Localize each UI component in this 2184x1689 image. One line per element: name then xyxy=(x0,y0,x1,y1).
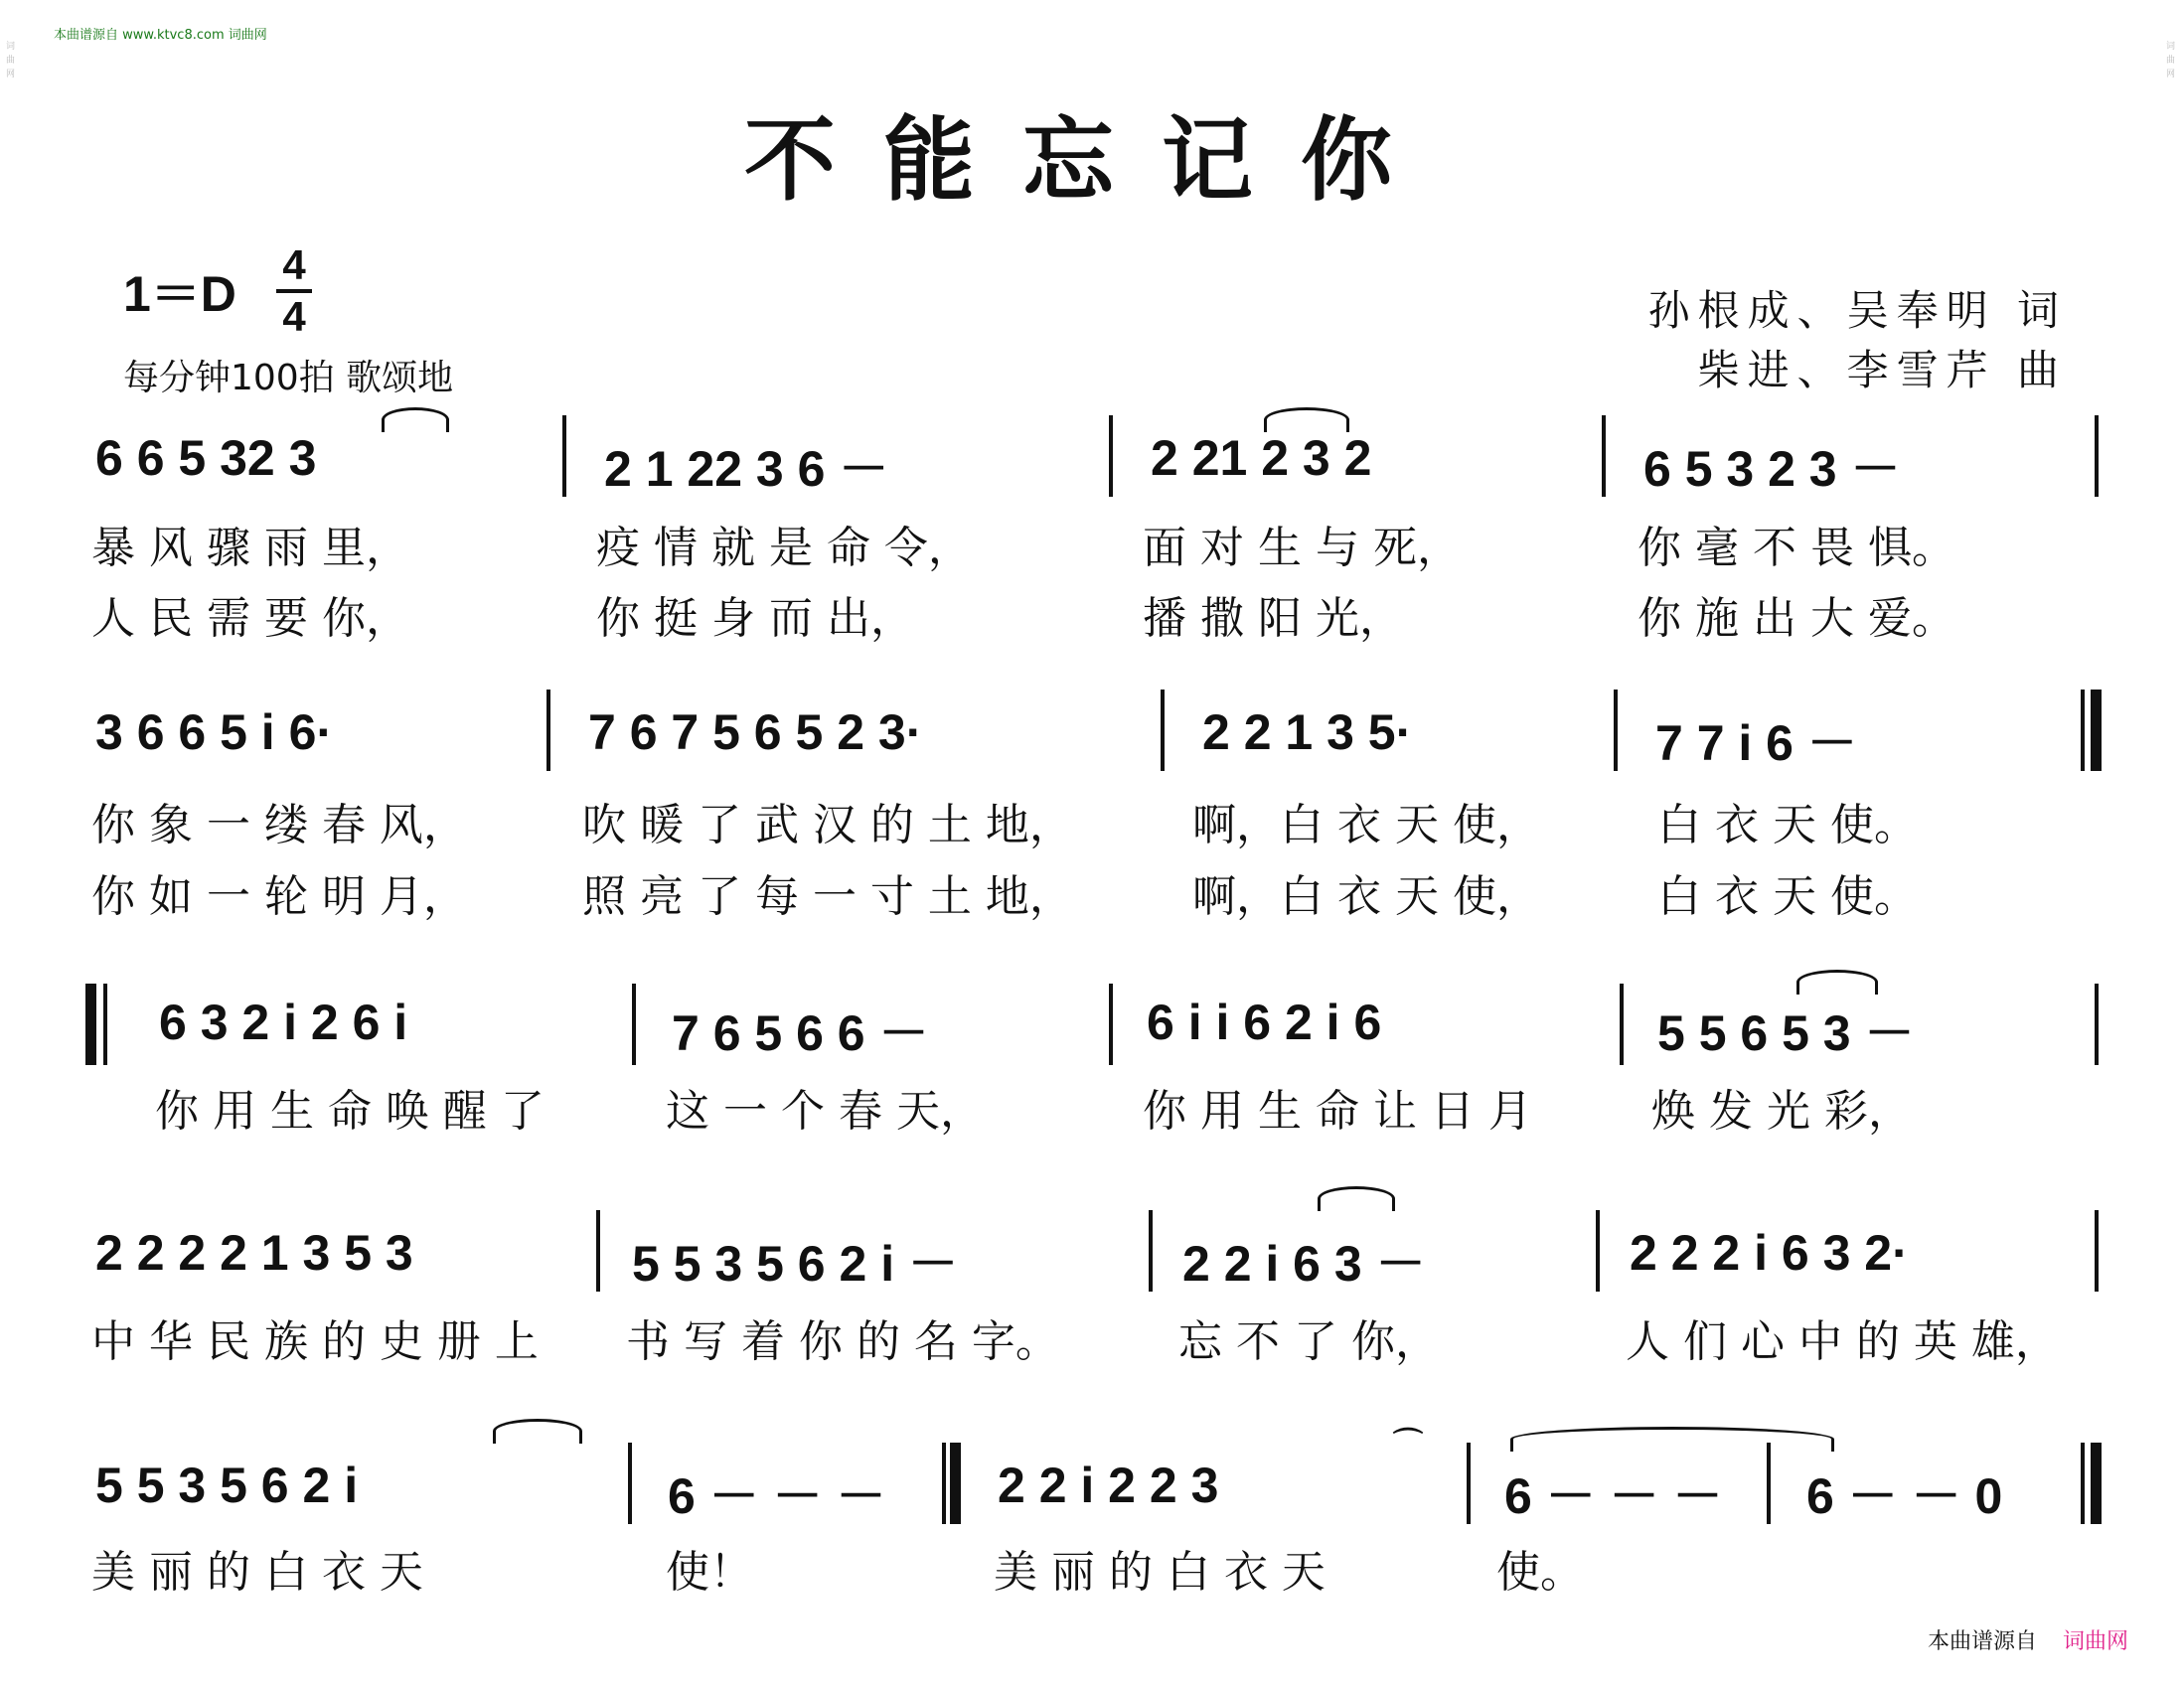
slur xyxy=(1264,407,1349,432)
bar-line xyxy=(2095,984,2099,1065)
source-credit-top xyxy=(54,24,267,43)
bar-line xyxy=(1149,1210,1153,1292)
lyric-measure: 使！ xyxy=(666,1547,753,1598)
key-signature: 1＝D xyxy=(123,266,236,322)
lyric-measure: 这 一 个 春 天， xyxy=(666,1086,984,1137)
bar-line xyxy=(1602,415,1606,497)
repeat-end-barline xyxy=(2091,690,2102,771)
lyric-measure: 播 撒 阳 光， xyxy=(1143,593,1403,644)
lyric-measure: 人 民 需 要 你， xyxy=(91,593,409,644)
lyric-measure: 你 毫 不 畏 惧。 xyxy=(1638,523,1955,573)
bar-line xyxy=(628,1443,632,1524)
measure-notes: 2 2 i 2 2 3 xyxy=(998,1458,1219,1513)
tie xyxy=(1510,1427,1834,1452)
lyric-measure: 白 衣 天 使。 xyxy=(1657,871,1918,922)
bar-line xyxy=(1596,1210,1600,1292)
bar-line xyxy=(632,984,636,1065)
bar-line xyxy=(1620,984,1624,1065)
slur xyxy=(1796,970,1878,995)
footer-source-prefix: 本曲谱源自 xyxy=(1927,1629,2037,1654)
measure-notes: 6 i i 6 2 i 6 xyxy=(1147,995,1382,1050)
bar-line xyxy=(1614,690,1618,771)
measure-notes: 5 5 3 5 6 2 i － xyxy=(632,1236,958,1292)
slur xyxy=(493,1419,582,1444)
measure-notes: 2 2 1 3 5· xyxy=(1202,704,1413,760)
bar-line xyxy=(942,1443,946,1524)
lyric-measure: 焕 发 光 彩， xyxy=(1651,1086,1912,1137)
source-site: 词曲网 xyxy=(228,28,267,43)
lyric-measure: 啊，白 衣 天 使， xyxy=(1192,871,1540,922)
lyric-measure: 使。 xyxy=(1496,1547,1584,1598)
bar-line xyxy=(2081,1443,2085,1524)
measure-notes: 6 3 2 i 2 6 i xyxy=(159,995,408,1050)
lyric-measure: 中 华 民 族 的 史 册 上 xyxy=(91,1316,539,1367)
measure-notes: 7 7 i 6 － xyxy=(1655,715,1857,771)
measure-notes: 6 － － － xyxy=(1504,1468,1723,1524)
bar-line xyxy=(2095,415,2099,497)
measure-notes: 6 6 5 32 3 xyxy=(95,430,317,486)
lyric-measure: 你 用 生 命 唤 醒 了 xyxy=(155,1086,545,1137)
source-prefix: 本曲谱源自 xyxy=(54,28,119,43)
lyric-measure: 你 施 出 大 爱。 xyxy=(1638,593,1955,644)
bar-line xyxy=(1767,1443,1771,1524)
lyric-measure: 疫 情 就 是 命 令， xyxy=(596,523,972,573)
measure-notes: 6 － － － xyxy=(668,1468,886,1524)
lyric-measure: 白 衣 天 使。 xyxy=(1657,800,1918,850)
lyricist-credit: 孙根成、吴奉明 词 xyxy=(1647,286,2067,335)
lyric-measure: 照 亮 了 每 一 寸 土 地， xyxy=(582,871,1073,922)
lyric-measure: 你 用 生 命 让 日 月 xyxy=(1143,1086,1532,1137)
bar-line xyxy=(546,690,550,771)
slur xyxy=(1318,1186,1395,1211)
bar-line xyxy=(103,984,107,1065)
bar-line xyxy=(1467,1443,1471,1524)
side-watermark-left: 词曲网 xyxy=(6,42,16,79)
lyric-measure: 面 对 生 与 死， xyxy=(1143,523,1461,573)
bar-line xyxy=(1161,690,1165,771)
lyric-measure: 暴 风 骤 雨 里， xyxy=(91,523,409,573)
measure-notes: 3 6 6 5 i 6· xyxy=(95,704,334,760)
footer-source-site[interactable]: 词曲网 xyxy=(2062,1629,2128,1654)
bar-line xyxy=(2095,1210,2099,1292)
lyric-measure: 忘 不 了 你， xyxy=(1178,1316,1439,1367)
bar-line xyxy=(1109,415,1113,497)
lyric-measure: 美 丽 的 白 衣 天 xyxy=(91,1547,423,1598)
measure-notes: 2 21 2 3 2 xyxy=(1151,430,1372,486)
measure-notes: 2 1 22 3 6 － xyxy=(604,441,889,497)
tempo-marking: 每分钟100拍 歌颂地 xyxy=(123,358,454,398)
composer-credit: 柴进、李雪芹 曲 xyxy=(1697,346,2067,394)
source-url[interactable]: www.ktvc8.com xyxy=(122,28,225,43)
bar-line xyxy=(562,415,566,497)
lyric-measure: 书 写 着 你 的 名 字。 xyxy=(626,1316,1059,1367)
slur xyxy=(382,407,449,432)
lyric-measure: 吹 暖 了 武 汉 的 土 地， xyxy=(582,800,1073,850)
bar-line xyxy=(2081,690,2085,771)
time-signature xyxy=(274,241,314,340)
repeat-end-barline xyxy=(950,1443,961,1524)
measure-notes: 7 6 5 6 6 － xyxy=(672,1005,929,1061)
bar-line xyxy=(596,1210,600,1292)
song-title: 不能忘记你 xyxy=(743,106,1440,214)
lyric-measure: 啊，白 衣 天 使， xyxy=(1192,800,1540,850)
final-barline xyxy=(2091,1443,2102,1524)
lyric-measure: 你 象 一 缕 春 风， xyxy=(91,800,467,850)
measure-notes: 2 2 2 2 1 3 5 3 xyxy=(95,1225,413,1281)
lyric-measure: 美 丽 的 白 衣 天 xyxy=(994,1547,1326,1598)
lyric-measure: 你 如 一 轮 明 月， xyxy=(91,871,467,922)
lyric-measure: 人 们 心 中 的 英 雄， xyxy=(1626,1316,2059,1367)
lyric-measure: 你 挺 身 而 出， xyxy=(596,593,914,644)
side-watermark-right: 词曲网 xyxy=(2166,42,2176,79)
fermata-icon: ⌒ xyxy=(1393,1427,1423,1461)
repeat-start-barline xyxy=(85,984,96,1065)
measure-notes: 7 6 7 5 6 5 2 3· xyxy=(588,704,923,760)
measure-notes: 6 5 3 2 3 － xyxy=(1643,441,1901,497)
measure-notes: 5 5 6 5 3 － xyxy=(1657,1005,1915,1061)
measure-notes: 2 2 2 i 6 3 2· xyxy=(1630,1225,1909,1281)
measure-notes: 6 － － 0 xyxy=(1806,1468,2003,1524)
time-signature-top: 4 xyxy=(282,241,306,288)
time-signature-bottom: 4 xyxy=(282,293,306,340)
measure-notes: 2 2 i 6 3 － xyxy=(1182,1236,1426,1292)
bar-line xyxy=(1109,984,1113,1065)
measure-notes: 5 5 3 5 6 2 i xyxy=(95,1458,359,1513)
